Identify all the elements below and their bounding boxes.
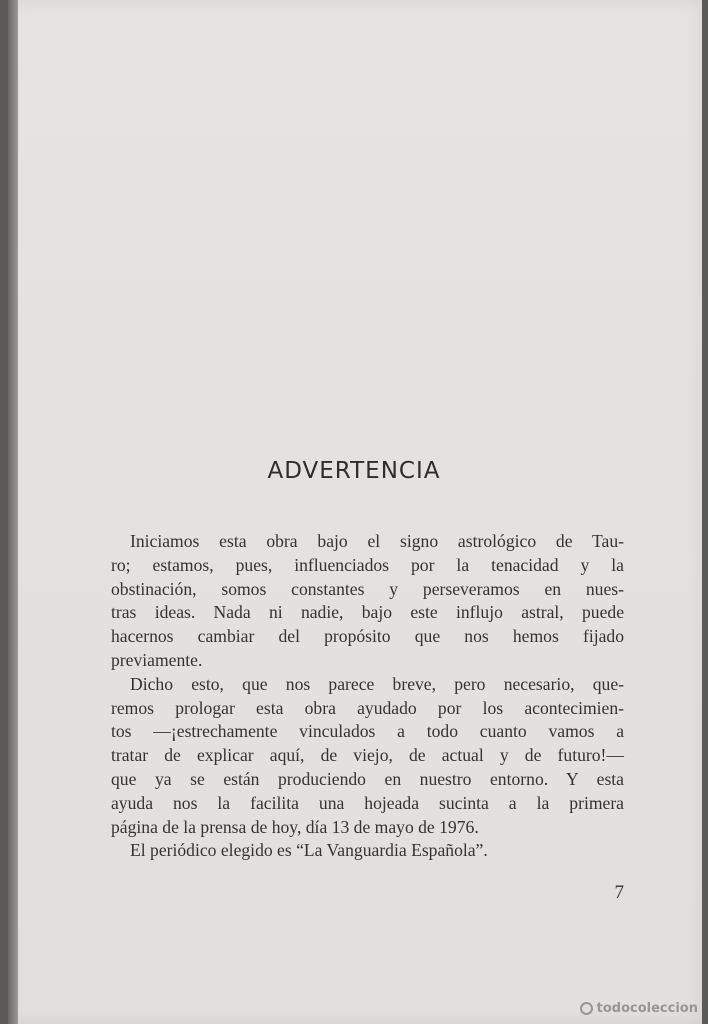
text-line: El periódico elegido es “La Vanguardia Española”.	[130, 840, 488, 861]
page-title: ADVERTENCIA	[267, 458, 441, 484]
text-line: tos —¡estrechamente vinculados a todo cuanto vamos a	[111, 721, 624, 742]
text-line: remos prologar esta obra ayudado por los acontecimien-	[111, 697, 624, 718]
text-line: previamente.	[111, 649, 203, 670]
watermark	[580, 1001, 698, 1016]
page-edge	[8, 0, 18, 1024]
text-line: ro; estamos, pues, influenciados por la tenacidad y la	[111, 554, 624, 575]
text-line: ayuda nos la facilita una hojeada sucinta a la primera	[111, 792, 624, 813]
text-line: tratar de explicar aquí, de viejo, de actual y de futuro!—	[111, 745, 624, 766]
body-text	[111, 530, 624, 863]
text-line: tras ideas. Nada ni nadie, bajo este influjo astral, puede	[111, 602, 624, 623]
page-number: 7	[614, 882, 624, 903]
text-line: que ya se están produciendo en nuestro entorno. Y esta	[111, 768, 624, 789]
text-line: hacernos cambiar del propósito que nos hemos fijado	[111, 626, 624, 647]
text-line: Dicho esto, que nos parece breve, pero necesario, que-	[130, 673, 624, 694]
text-line: página de la prensa de hoy, día 13 de mayo de 1976.	[111, 816, 479, 837]
book-page	[8, 0, 702, 1024]
text-line: obstinación, somos constantes y perseveramos en nues-	[111, 578, 624, 599]
watermark-logo-icon	[580, 1002, 593, 1015]
watermark-text: todocoleccion	[596, 1001, 698, 1016]
text-line: Iniciamos esta obra bajo el signo astrológico de Tau-	[130, 531, 624, 551]
